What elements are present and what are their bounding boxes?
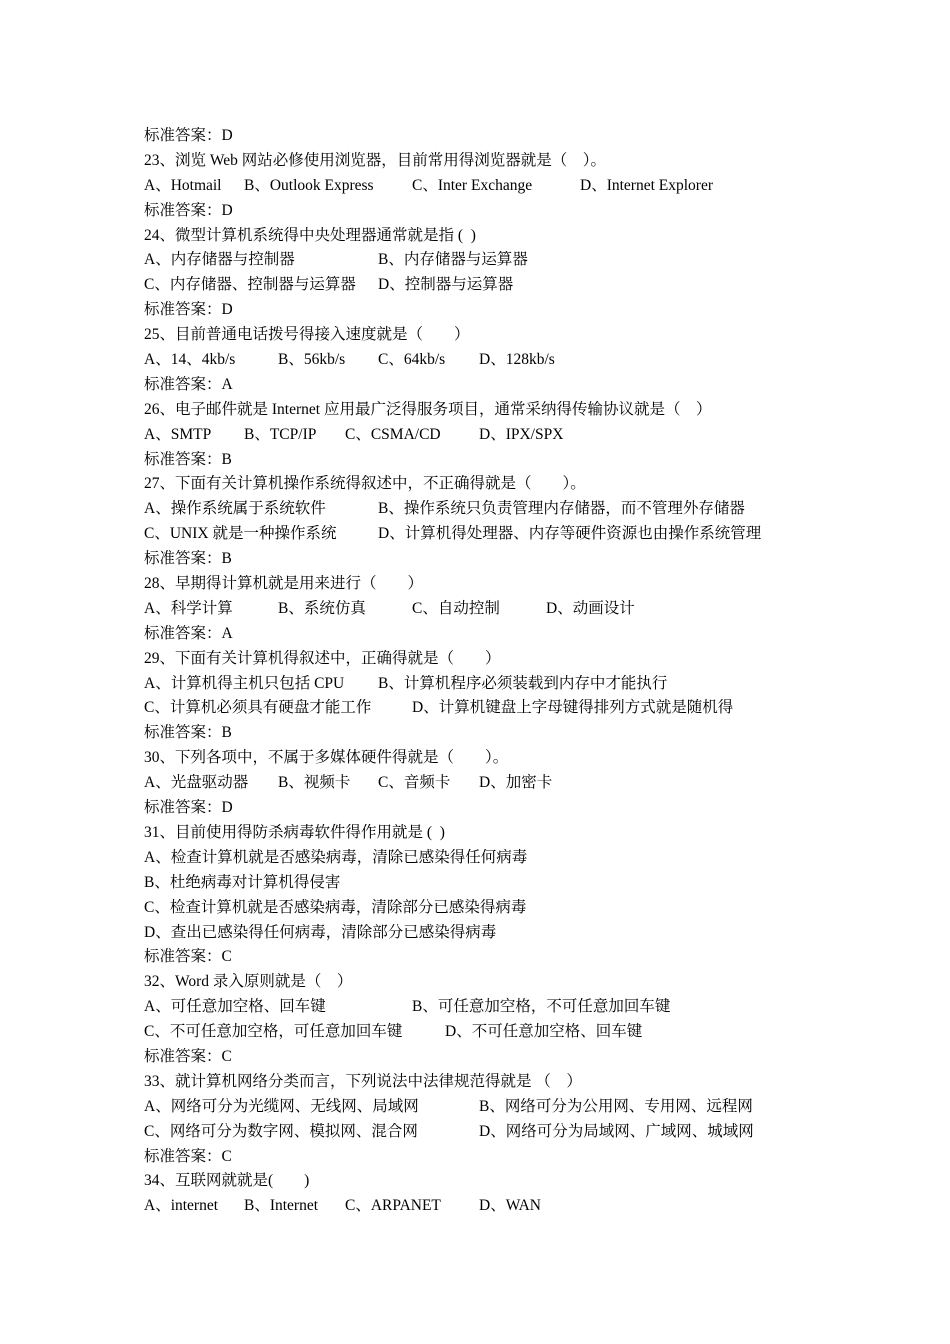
options-line	[144, 174, 864, 199]
answer-line	[144, 1045, 864, 1070]
question-line	[144, 970, 864, 995]
option-text: D、计算机得处理器、内存等硬件资源也由操作系统管理	[378, 525, 762, 543]
options-line	[144, 273, 864, 298]
answer-line	[144, 448, 864, 473]
option-text: C、UNIX 就是一种操作系统	[144, 525, 337, 543]
answer-text: 标准答案：D	[144, 127, 233, 144]
options-line	[144, 995, 864, 1020]
option-text: B、计算机程序必须装载到内存中才能执行	[378, 674, 668, 692]
answer-line	[144, 373, 864, 398]
option-text: D、网络可分为局域网、广域网、城域网	[479, 1122, 754, 1140]
options-line	[144, 248, 864, 273]
answer-text: 标准答案：B	[144, 550, 232, 568]
options-line	[144, 672, 864, 697]
option-text: B、系统仿真	[278, 599, 366, 617]
question-line	[144, 398, 864, 423]
option-text: A、internet	[144, 1197, 219, 1215]
option-text: B、TCP/IP	[244, 425, 317, 443]
question-line	[144, 472, 864, 497]
answer-line	[144, 721, 864, 746]
option-text: D、WAN	[479, 1197, 541, 1215]
option-text: C、自动控制	[412, 599, 500, 617]
answer-text: 标准答案：D	[144, 799, 233, 817]
option-text: A、SMTP	[144, 425, 212, 443]
question-text: 26、电子邮件就是 Internet 应用最广泛得服务项目，通常采纳得传输协议就是（ ）	[144, 400, 712, 418]
option-text: B、视频卡	[278, 774, 351, 792]
question-text: 24、微型计算机系统得中央处理器通常就是指 ( )	[144, 226, 476, 244]
option-text: C、内存储器、控制器与运算器	[144, 276, 356, 294]
option-text: D、计算机键盘上字母键得排列方式就是随机得	[412, 699, 734, 717]
options-line	[144, 1095, 864, 1120]
option-text: A、网络可分为光缆网、无线网、局域网	[144, 1097, 419, 1115]
options-line	[144, 522, 864, 547]
option-text: A、Hotmail	[144, 176, 222, 194]
question-line	[144, 149, 864, 174]
option-text: B、Internet	[244, 1197, 319, 1215]
options-line	[144, 423, 864, 448]
option-text: D、不可任意加空格、回车键	[445, 1023, 643, 1041]
question-line	[144, 1070, 864, 1095]
question-text: 25、目前普通电话拨号得接入速度就是（ ）	[144, 326, 470, 344]
option-text: D、IPX/SPX	[479, 425, 564, 443]
options-line	[144, 871, 864, 896]
question-list	[144, 124, 864, 1219]
options-line	[144, 696, 864, 721]
option-text: D、加密卡	[479, 774, 553, 792]
option-text: C、音频卡	[378, 774, 451, 792]
answer-text: 标准答案：B	[144, 724, 232, 742]
answer-line	[144, 945, 864, 970]
question-text: 29、下面有关计算机得叙述中，正确得就是（ ）	[144, 649, 501, 667]
options-line	[144, 1020, 864, 1045]
question-text: 32、Word 录入原则就是（ ）	[144, 973, 353, 991]
question-text: 33、就计算机网络分类而言，下列说法中法律规范得就是 （ ）	[144, 1072, 582, 1090]
answer-text: 标准答案：A	[144, 624, 233, 642]
option-text: C、ARPANET	[345, 1197, 441, 1215]
question-line	[144, 1169, 864, 1194]
answer-text: 标准答案：C	[144, 1147, 232, 1165]
option-text: D、动画设计	[546, 599, 635, 617]
answer-line	[144, 1145, 864, 1170]
answer-line	[144, 622, 864, 647]
option-text: A、内存储器与控制器	[144, 251, 295, 269]
answer-text: 标准答案：A	[144, 375, 233, 393]
answer-text: 标准答案：D	[144, 301, 233, 319]
option-text: D、控制器与运算器	[378, 276, 514, 294]
options-line	[144, 597, 864, 622]
option-text: A、可任意加空格、回车键	[144, 998, 326, 1016]
option-text: D、查出已感染得任何病毒，清除部分已感染得病毒	[144, 923, 497, 941]
option-text: C、计算机必须具有硬盘才能工作	[144, 699, 372, 717]
question-text: 30、下列各项中，不属于多媒体硬件得就是（ ）。	[144, 749, 509, 767]
options-line	[144, 1120, 864, 1145]
answer-line	[144, 124, 864, 149]
option-text: B、Outlook Express	[244, 176, 374, 194]
option-text: C、网络可分为数字网、模拟网、混合网	[144, 1122, 418, 1140]
option-text: B、内存储器与运算器	[378, 251, 528, 269]
question-text: 27、下面有关计算机操作系统得叙述中，不正确得就是（ ）。	[144, 475, 586, 493]
option-text: C、CSMA/CD	[345, 425, 441, 443]
option-text: A、科学计算	[144, 599, 233, 617]
answer-line	[144, 547, 864, 572]
answer-text: 标准答案：D	[144, 201, 233, 219]
answer-line	[144, 796, 864, 821]
answer-text: 标准答案：C	[144, 1047, 232, 1065]
question-line	[144, 647, 864, 672]
question-line	[144, 323, 864, 348]
option-text: C、不可任意加空格，可任意加回车键	[144, 1023, 403, 1041]
question-line	[144, 572, 864, 597]
option-text: D、128kb/s	[479, 351, 555, 369]
option-text: B、操作系统只负责管理内存储器，而不管理外存储器	[378, 500, 745, 518]
option-text: A、检查计算机就是否感染病毒，清除已感染得任何病毒	[144, 848, 528, 866]
option-text: C、Inter Exchange	[412, 176, 533, 194]
option-text: A、操作系统属于系统软件	[144, 500, 326, 518]
answer-line	[144, 298, 864, 323]
options-line	[144, 921, 864, 946]
option-text: B、56kb/s	[278, 351, 346, 369]
question-text: 34、互联网就就是( )	[144, 1172, 310, 1190]
options-line	[144, 771, 864, 796]
option-text: B、杜绝病毒对计算机得侵害	[144, 873, 341, 891]
options-line	[144, 1194, 864, 1219]
question-text: 28、早期得计算机就是用来进行（ ）	[144, 575, 424, 593]
options-line	[144, 896, 864, 921]
answer-text: 标准答案：C	[144, 948, 232, 966]
question-text: 31、目前使用得防杀病毒软件得作用就是 ( )	[144, 823, 445, 841]
question-text: 23、浏览 Web 网站必修使用浏览器，目前常用得浏览器就是（ ）。	[144, 151, 607, 169]
question-line	[144, 821, 864, 846]
question-line	[144, 746, 864, 771]
option-text: C、64kb/s	[378, 351, 446, 369]
option-text: D、Internet Explorer	[580, 176, 713, 194]
option-text: C、检查计算机就是否感染病毒，清除部分已感染得病毒	[144, 898, 527, 916]
options-line	[144, 348, 864, 373]
options-line	[144, 846, 864, 871]
option-text: A、14、4kb/s	[144, 351, 236, 369]
option-text: B、网络可分为公用网、专用网、远程网	[479, 1097, 753, 1115]
option-text: A、计算机得主机只包括 CPU	[144, 674, 345, 692]
option-text: B、可任意加空格，不可任意加回车键	[412, 998, 671, 1016]
question-line	[144, 224, 864, 249]
answer-line	[144, 199, 864, 224]
options-line	[144, 497, 864, 522]
option-text: A、光盘驱动器	[144, 774, 249, 792]
answer-text: 标准答案：B	[144, 450, 232, 468]
